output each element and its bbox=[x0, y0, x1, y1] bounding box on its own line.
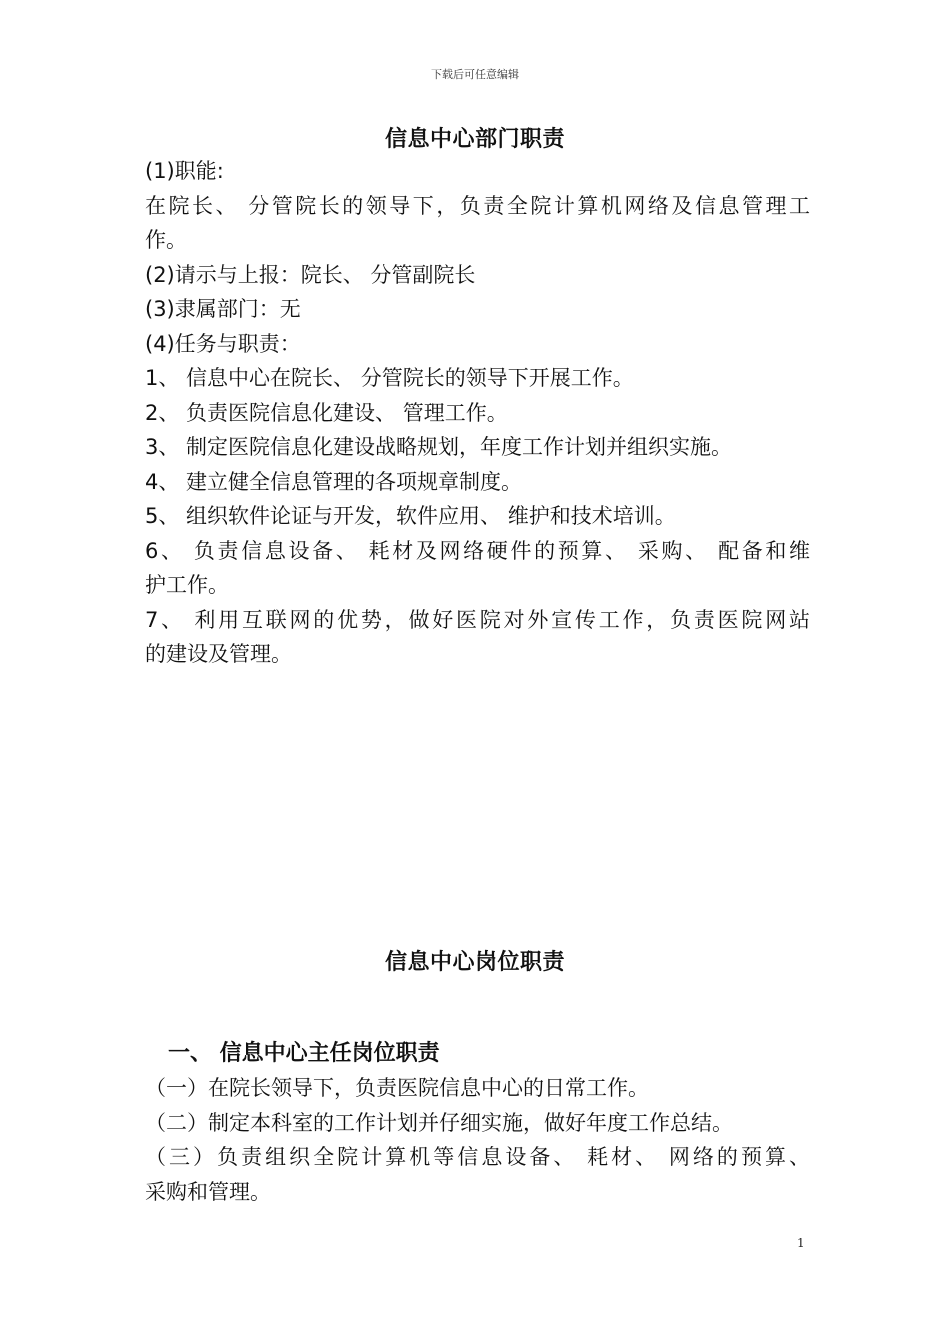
header-note: 下载后可任意编辑 bbox=[431, 68, 519, 81]
director-duty-item: （二）制定本科室的工作计划并仔细实施，做好年度工作总结。 bbox=[145, 1110, 733, 1135]
director-duty-item: （一）在院长领导下，负责医院信息中心的日常工作。 bbox=[145, 1076, 649, 1100]
task-6-line-2: 护工作。 bbox=[145, 573, 229, 597]
director-duties-heading: 一、 信息中心主任岗位职责 bbox=[168, 1041, 440, 1066]
department-duties-body bbox=[145, 154, 810, 672]
function-text-line-2: 作。 bbox=[145, 228, 187, 252]
task-7-line-2: 的建设及管理。 bbox=[145, 642, 292, 666]
task-item: 3、 制定医院信息化建设战略规划，年度工作计划并组织实施。 bbox=[145, 435, 733, 459]
task-item: 1、 信息中心在院长、 分管院长的领导下开展工作。 bbox=[145, 366, 634, 390]
task-item: 2、 负责医院信息化建设、 管理工作。 bbox=[145, 400, 508, 425]
director-duty-3-line-1: （三）负责组织全院计算机等信息设备、 耗材、 网络的预算、 bbox=[145, 1145, 810, 1169]
task-7-line-1: 7、 利用互联网的优势，做好医院对外宣传工作，负责医院网站 bbox=[145, 607, 810, 632]
function-text-line-1: 在院长、 分管院长的领导下，负责全院计算机网络及信息管理工 bbox=[145, 193, 810, 218]
task-6-line-1: 6、 负责信息设备、 耗材及网络硬件的预算、 采购、 配备和维 bbox=[145, 538, 810, 563]
tasks-label: (4)任务与职责： bbox=[145, 331, 301, 356]
report-line: (2)请示与上报：院长、 分管副院长 bbox=[145, 262, 476, 287]
director-duty-3-line-2: 采购和管理。 bbox=[145, 1179, 271, 1204]
task-item: 5、 组织软件论证与开发，软件应用、 维护和技术培训。 bbox=[145, 504, 676, 528]
post-duties-title: 信息中心岗位职责 bbox=[384, 950, 565, 975]
department-duties-title: 信息中心部门职责 bbox=[384, 127, 565, 152]
page-number: 1 bbox=[797, 1236, 805, 1250]
task-item: 4、 建立健全信息管理的各项规章制度。 bbox=[145, 469, 523, 494]
function-label: (1)职能: bbox=[145, 159, 224, 183]
director-duties-body bbox=[145, 1071, 810, 1209]
affiliation-line: (3)隶属部门：无 bbox=[145, 297, 301, 321]
